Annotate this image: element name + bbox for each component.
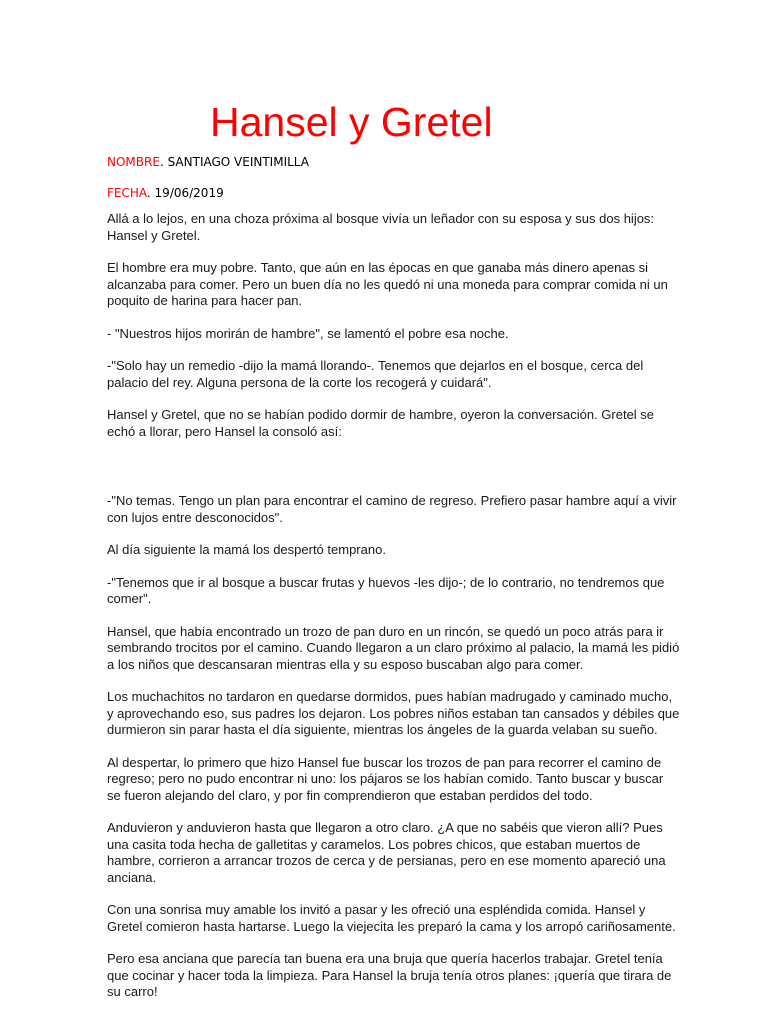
story-paragraph: [107, 575, 667, 608]
paragraph-line: Pero esa anciana que parecía tan buena era una bruja que quería hacerlos trabajar. Gretel tenía: [107, 951, 663, 966]
name-value: SANTIAGO VEINTIMILLA: [167, 155, 309, 169]
paragraph-line: Los muchachitos no tardaron en quedarse dormidos, pues habían madrugado y caminado mucho,: [107, 689, 673, 704]
paragraph-line: Hansel y Gretel.: [107, 227, 201, 243]
paragraph-line: poquito de harina para hacer pan.: [107, 293, 303, 308]
paragraph-line: alcanzaba para comer. Pero un buen día no les quedó ni una moneda para comprar comida ni un: [107, 276, 668, 292]
story-paragraph: [107, 689, 680, 739]
paragraph-line: y aprovechando eso, sus padres los dejaron. Los pobres niños estaban tan cansados y débiles que: [107, 705, 680, 721]
story-paragraph: [107, 542, 667, 559]
story-paragraph: [107, 211, 667, 244]
paragraph-line: regreso; pero no pudo encontrar ni uno: los pájaros se los habían comido. Tanto buscar y buscar: [107, 771, 664, 786]
paragraph-line: Anduvieron y anduvieron hasta que llegaron a otro claro. ¿A que no sabéis que vieron allí? Pues: [107, 820, 663, 835]
story-paragraph: [107, 902, 676, 935]
paragraph-line: -"No temas. Tengo un plan para encontrar el camino de regreso. Prefiero pasar hambre aquí a vivir: [107, 493, 677, 508]
paragraph-line: Allá a lo lejos, en una choza próxima al bosque vivía un leñador con su esposa y sus dos hijos:: [107, 211, 655, 226]
name-field: [107, 153, 309, 171]
paragraph-line: - "Nuestros hijos morirán de hambre", se lamentó el pobre esa noche.: [107, 325, 509, 341]
story-body: [107, 211, 680, 1017]
paragraph-line: -"Tenemos que ir al bosque a buscar frutas y huevos -les dijo-; de lo contrario, no tendremos que: [107, 574, 665, 590]
story-paragraph: [107, 951, 672, 1001]
date-separator: .: [146, 186, 151, 200]
story-paragraph: [107, 820, 667, 886]
paragraph-line: hambre, corrieron a arrancar trozos de cerca y de persianas, pero en ese momento apareció una: [107, 853, 666, 868]
date-value: 19/06/2019: [154, 186, 224, 200]
paragraph-line: a los niños que descansaran mientras ella y su esposo buscaban algo para comer.: [107, 656, 584, 672]
paragraph-line: Hansel, que había encontrado un trozo de pan duro en un rincón, se quedó un poco atrás para ir: [107, 623, 664, 639]
story-paragraph: [107, 260, 667, 310]
document-title: Hansel y Gretel: [210, 99, 493, 145]
story-paragraph: [107, 407, 667, 440]
paragraph-line: Gretel comieron hasta hartarse. Luego la viejecita les preparó la cama y los arropó cariñosamente.: [107, 918, 676, 934]
paragraph-line: echó a llorar, pero Hansel la consoló así:: [107, 423, 342, 439]
paragraph-line: Hansel y Gretel, que no se habían podido dormir de hambre, oyeron la conversación. Gretel se: [107, 407, 655, 422]
paragraph-line: su carro!: [107, 984, 158, 999]
paragraph-line: Al día siguiente la mamá los despertó temprano.: [107, 542, 386, 557]
story-paragraph: [107, 493, 677, 526]
paragraph-line: comer".: [107, 591, 152, 606]
paragraph-line: Con una sonrisa muy amable los invitó a pasar y les ofreció una espléndida comida. Hansel y: [107, 902, 646, 917]
paragraph-line: una casita toda hecha de galletitas y caramelos. Los pobres chicos, que estaban muertos de: [107, 836, 641, 852]
paragraph-line: que cocinar y hacer toda la limpieza. Para Hansel la bruja tenía otros planes: ¡quería que tirara de: [107, 967, 672, 983]
story-paragraph: [107, 623, 680, 674]
paragraph-line: El hombre era muy pobre. Tanto, que aún en las épocas en que ganaba más dinero apenas si: [107, 260, 649, 275]
paragraph-line: palacio del rey. Alguna persona de la corte los recogerá y cuidará".: [107, 374, 492, 390]
story-paragraph: [107, 358, 667, 391]
name-label: NOMBRE: [107, 155, 160, 169]
paragraph-line: Al despertar, lo primero que hizo Hansel fue buscar los trozos de pan para recorrer el camino de: [107, 754, 662, 770]
paragraph-line: con lujos entre desconocidos".: [107, 509, 283, 525]
paragraph-line: -"Solo hay un remedio -dijo la mamá llorando-. Tenemos que dejarlos en el bosque, cerca del: [107, 358, 644, 373]
paragraph-line: durmieron sin parar hasta el día siguiente, mientras los ángeles de la guarda velaban su sueño.: [107, 722, 658, 737]
name-separator: .: [159, 155, 164, 169]
paragraph-line: sembrando trocitos por el camino. Cuando llegaron a un claro próximo al palacio, la mamá les pidió: [107, 640, 680, 655]
story-paragraph: [107, 755, 667, 805]
paragraph-line: anciana.: [107, 869, 157, 885]
story-paragraph: [107, 326, 667, 343]
paragraph-line: se fueron alejando del claro, y por fin comprendieron que estaban perdidos del todo.: [107, 787, 593, 803]
date-label: FECHA: [107, 186, 147, 200]
date-field: [107, 184, 224, 202]
blank-gap: [107, 456, 667, 493]
